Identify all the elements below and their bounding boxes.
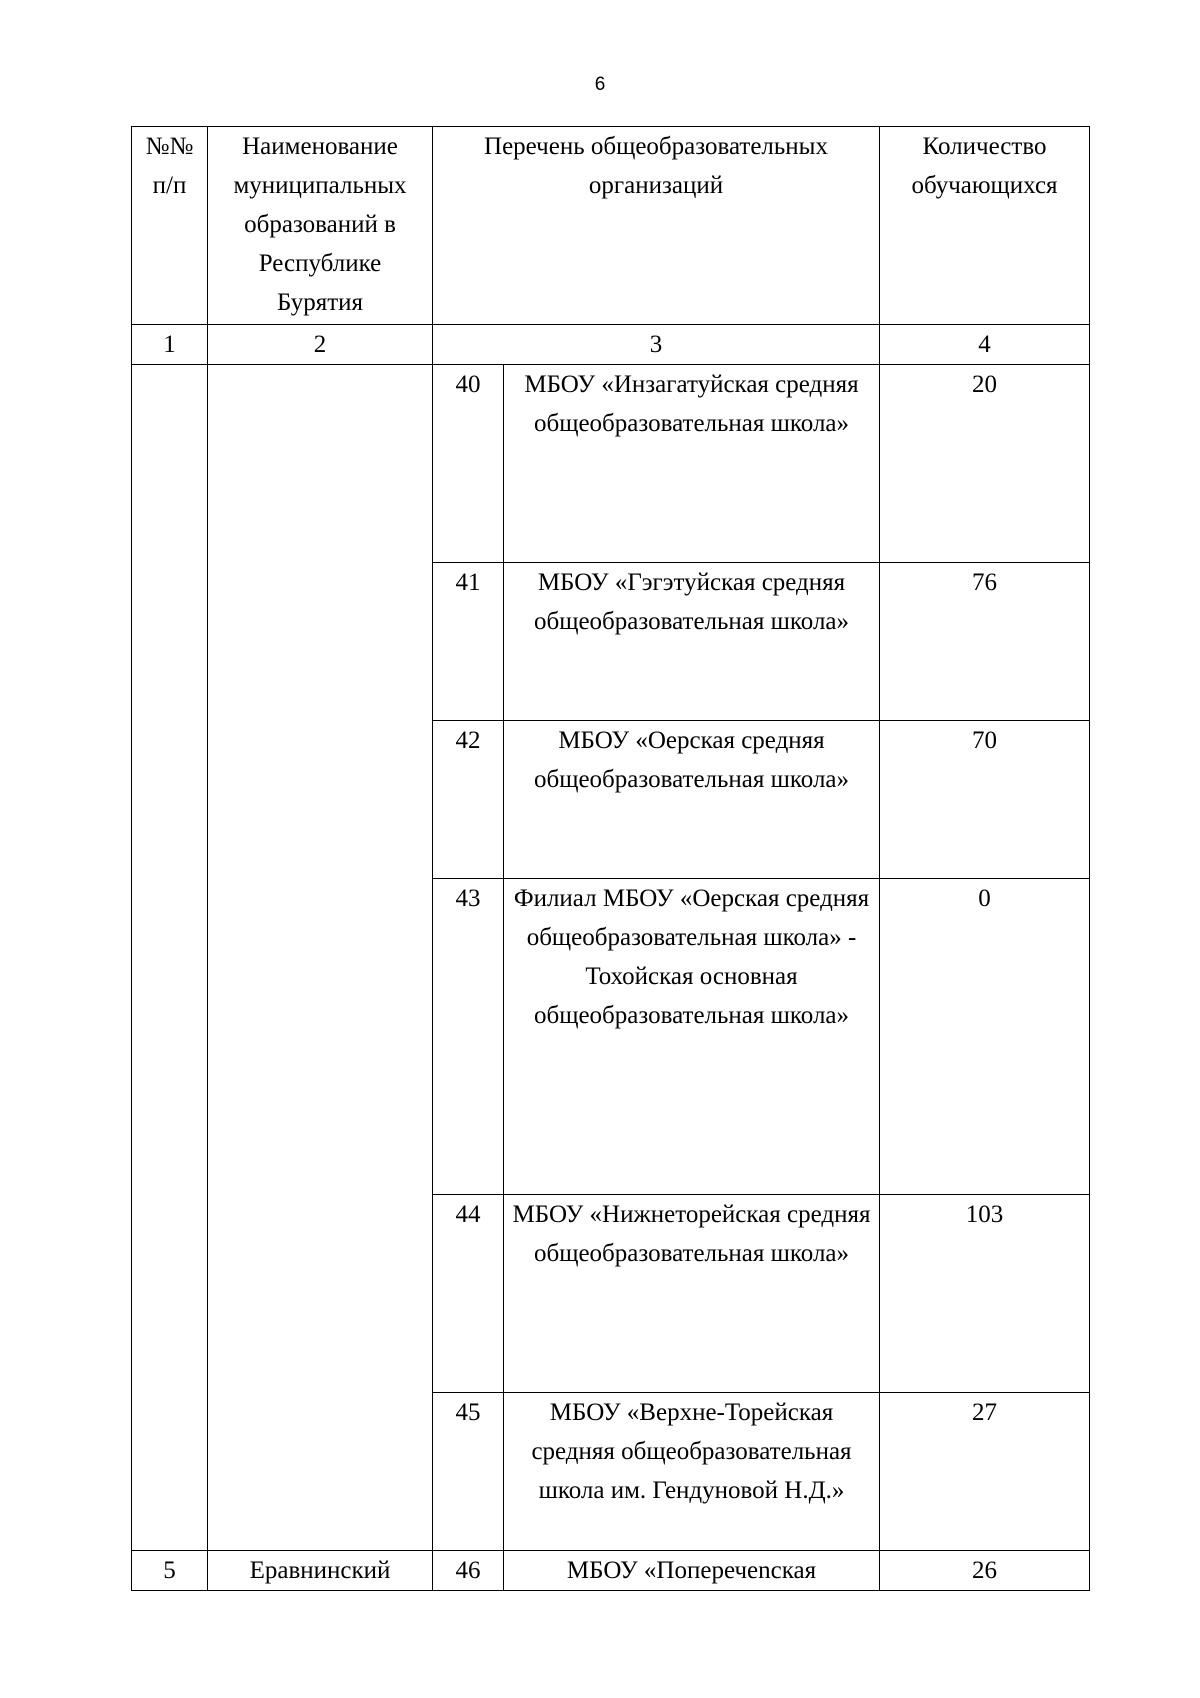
org-number-cell: 40 [433,365,504,563]
org-number-cell: 42 [433,721,504,879]
index-cell-4: 4 [880,325,1090,365]
table-header-row [132,127,1090,325]
index-cell-2: 2 [208,325,433,365]
org-name-cell: МБОУ «Нижнеторейская средняя общеобразовательная школа» [504,1195,880,1393]
students-cell: 103 [880,1195,1090,1393]
students-cell: 76 [880,563,1090,721]
header-organizations: Перечень общеобразовательных организаций [433,127,880,325]
table-index-row [132,325,1090,365]
students-cell: 70 [880,721,1090,879]
org-name-cell: МБОУ «Гэгэтуйская средняя общеобразовательная школа» [504,563,880,721]
header-number: №№ п/п [132,127,208,325]
org-number-cell: 44 [433,1195,504,1393]
index-cell-1: 1 [132,325,208,365]
students-cell: 0 [880,879,1090,1195]
header-students: Количество обучающихся [880,127,1090,325]
org-number-cell: 41 [433,563,504,721]
org-name-cell: Филиал МБОУ «Оерская средняя общеобразовательная школа» - Тохойская основная общеобразовательная школа» [504,879,880,1195]
org-number-cell: 45 [433,1393,504,1551]
district-number-cell [132,365,208,1551]
table-row [132,365,1090,563]
org-number-cell: 46 [433,1551,504,1591]
students-cell: 26 [880,1551,1090,1591]
org-name-cell: МБОУ «Верхне-Торейская средняя общеобразовательная школа им. Гендуновой Н.Д.» [504,1393,880,1551]
org-name-cell: МБОУ «Оерская средняя общеобразовательная школа» [504,721,880,879]
page-number: 6 [594,74,606,95]
district-number-cell: 5 [132,1551,208,1591]
students-cell: 20 [880,365,1090,563]
org-name-cell: МБОУ «Инзагатуйская средняя общеобразовательная школа» [504,365,880,563]
schools-table [131,126,1090,1591]
table-row [132,1551,1090,1591]
org-number-cell: 43 [433,879,504,1195]
index-cell-3: 3 [433,325,880,365]
district-name-cell: Еравнинский [208,1551,433,1591]
org-name-cell: МБОУ «Поперечenская [504,1551,880,1591]
district-name-cell [208,365,433,1551]
header-municipality: Наименование муниципальных образований в Республике Бурятия [208,127,433,325]
students-cell: 27 [880,1393,1090,1551]
